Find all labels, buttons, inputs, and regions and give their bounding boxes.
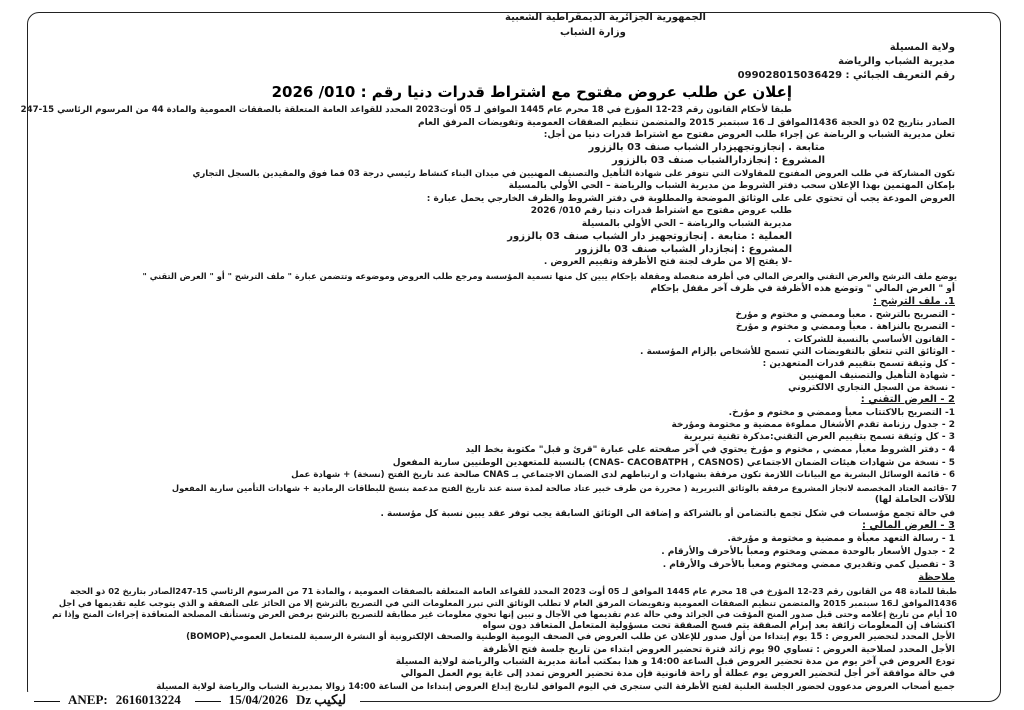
project: المشروع : إنجازدارالشباب صنف 03 بالززور [612, 155, 825, 166]
intro-line: الصادر بتاريخ 02 ذو الحجة 1436الموافق لـ 16 سبتمبر 2015 والمتضمن تنظيم الصفقات العمومية وتفويضات المرفق العام [418, 118, 955, 128]
candidacy-item: - التصريح بالنزاهة . معبأ وممضي و مختوم و مؤرخ [736, 322, 955, 332]
condition-line: بإمكان المهتمين بهذا الإعلان سحب دفتر الشروط من مديرية الشباب والرياضة – الحي الأولي بالمسيلة [508, 181, 955, 191]
note-line: في حالة موافقة آخر أجل لتحضير العروض يوم عطلة أو راحة قانونية فإن مدة تحضير العروض تمدد إلى غاية يوم العمل الموالي [400, 669, 955, 679]
placement-line: يوضع ملف الترشح والعرض التقني والعرض المالي في أظرفة منفصلة ومقفلة بإحكام يبين كل منها تسمية المؤسسة ومرجع طلب العروض وموضوعه وتتضمن عبارة " ملف الترشح " أو " العرض التقني " [142, 271, 957, 281]
candidacy-item: - شهادة التأهيل والتصنيف المهنيين [798, 371, 955, 381]
candidacy-item: - نسخة من السجل التجاري الالكتروني [788, 383, 955, 393]
divider [195, 701, 221, 702]
candidacy-item: - التصريح بالترشح . معبأ وممضي و مختوم و مؤرخ [735, 310, 955, 320]
directorate: مديرية الشباب والرياضة [838, 56, 955, 67]
operation: متابعة . إنجازوتجهيزدار الشباب صنف 03 بالززور [588, 142, 825, 153]
financial-item: 2 - جدول الأسعار بالوحدة ممضي ومختوم ومعبأ بالأحرف والأرقام . [661, 547, 955, 557]
note-line: تودع العروض في آخر يوم من مدة تحضير العروض قبل الساعة 14:00 و هذا بمكتب أمانة مديرية الشباب والرياضة لولاية المسيلة [395, 657, 955, 667]
publication-date: 15/04/2026 [228, 692, 288, 707]
technical-item: 2 - جدول رزنامة تقدم الأشغال مملوءة ممضية و مختومة ومؤرخة [671, 420, 955, 430]
page-title: إعلان عن طلب عروض مفتوح مع اشتراط قدرات دنيا رقم : 010/ 2026 [271, 83, 792, 101]
intro-line: طبقا لأحكام القانون رقم 23-12 المؤرخ في 18 محرم عام 1445 الموافق لـ 05 أوت2023 المحدد للقواعد العامة المتعلقة بالصفقات العمومية والمادة 44 من المرسوم الرئاسي 15-247 [20, 105, 792, 115]
technical-item: للآلات الحاملة لها) [874, 495, 955, 505]
condition-line: العروض المودعة يجب أن تحتوي على على الوثائق الموضحة والمطلوبة في دفتر الشروط والظرف الخارجي يحمل عبارة : [426, 194, 955, 204]
note-line: الأجل المحدد لتحضير العروض : 15 يوم إبتداءا من أول صدور للإعلان عن طلب العروض في الصحف اليومية الوطنية والصحف الإلكترونية أو النشرة الرسمية للمتعامل العمومي(BOMOP) [186, 632, 955, 642]
wilaya: ولاية المسيلة [889, 42, 955, 53]
candidacy-item: - القانون الأساسي بالنسبة للشركات . [787, 335, 955, 345]
envelope-line: العملية : متابعة . إنجازوتجهيز دار الشباب صنف 03 بالززور [507, 231, 792, 242]
note-line: طبقا للمادة 48 من القانون رقم 23-12 المؤرخ في 18 محرم عام 1445 الموافق لـ 05 أوت 2023 المحدد للقواعد العامة المتعلقة بالصفقات العمومية ، والمادة 71 من المرسوم الرئاسي 15-247الصادر بتاريخ 02 ذو الحجة [70, 586, 957, 596]
intro-line: تعلن مديرية الشباب و الرياضة عن إجراء طلب العروض مفتوح مع اشتراط قدرات دنيا من أجل: [543, 130, 955, 140]
notes-heading: ملاحظة [918, 572, 955, 583]
envelope-line: طلب عروض مفتوح مع اشتراط قدرات دنيا رقم 010/ 2026 [530, 206, 792, 216]
note-line: الأجل المحدد لصلاحية العروض : تساوي 90 يوم زائد فترة تحضير العروض ابتداء من تاريخ جلسة فتح الأظرفة [482, 645, 955, 655]
technical-item: 6 - قائمة الوسائل البشرية مع البيانات اللازمة تكون مرفقة بشهادات و ارتباطهم لدى الضمان الاجتماعي بـ CNAS صالحة عند تاريخ الفتح (نسخة) + شهادة عمل [291, 470, 955, 480]
divider [34, 701, 60, 702]
technical-item: في حالة تجمع مؤسسات في شكل تجمع بالتضامن أو بالشراكة و إضافة الى الوثائق السابقة يجب توفر عقد يبين نسبة كل مؤسسة . [380, 509, 955, 519]
condition-line: تكون المشاركة في طلب العروض المفتوح للمقاولات التي تتوفر على شهادة التأهيل والتصنيف المهنيين في ميدان البناء كنشاط رئيسي درجة 03 فما فوق والمقيدين بالسجل التجاري [192, 169, 955, 179]
candidacy-item: - كل وثيقة تسمح بتقييم قدرات المتعهدين : [762, 359, 955, 369]
envelope-line: مديرية الشباب والرياضة – الحي الأولي بالمسيلة [581, 219, 792, 229]
note-line: جميع أصحاب العروض مدعوون لحضور الجلسة العلنية لفتح الأظرفة التي ستجرى في اليوم الموافق لتاريخ إيداع العروض إبتداءا من الساعة 14:00 زوالا بمديرية الشباب والرياضة لولاية المسيلة [156, 682, 955, 692]
placement-line: أو " العرض المالي " وتوضع هذه الأظرفة في ظرف آخر مقفل بإحكام [650, 284, 955, 294]
financial-item: 1 - رسالة التعهد معبأة و ممضية و مختومة و مؤرخة. [727, 534, 955, 544]
technical-heading: 2 - العرض التقني : [860, 394, 955, 405]
anep-label: ANEP: [68, 692, 108, 707]
technical-item: 5 - نسخة من شهادات هيئات الضمان الاجتماعي (CNAS- CACOBATPH , CASNOS) بالنسبة للمتعهدين الوطنيين سارية المفعول [392, 458, 955, 468]
anep-footer [22, 692, 360, 708]
tax-id: رقم التعريف الجبائي : 099028015036429 [737, 70, 955, 81]
technical-item: 7 -قائمة العتاد المخصصة لانجاز المشروع مرفقة بالوثائق التبريرية ( محررة من طرف خبير عتاد صالحة لمدة سنة عند تاريخ الفتح مدعمة بنسخ للبطاقات الرمادية + شهادات التأمين سارية المفعول [171, 483, 957, 493]
envelope-line: -لا يفتح إلا من طرف لجنة فتح الأظرفة وتقييم العروض . [543, 257, 792, 267]
anep-number: 2616013224 [115, 692, 181, 707]
note-line: اكتشاف إن المعلومات زائفة بعد إبرام الصفقة يتم فسخ الصفقة تحت مسؤولية المتعامل المتعاقد دون سواه [482, 621, 955, 631]
note-line: 1436الموافق لـ16 سبتمبر 2015 والمتضمن تنظيم الصفقات العمومية وتفويضات المرفق العام لا تطلب الوثائق التي تبرر المعلومات التي في التصريح بالترشح إلا من الحائز على الصفقة و الذي يتوجب عليه تقديمها في اجل [58, 598, 957, 608]
candidacy-heading: 1. ملف الترشح : [873, 296, 955, 307]
financial-heading: 3 - العرض المالي : [861, 520, 955, 531]
technical-item: 4 - دفتر الشروط معبأ, ممضي , مختوم و مؤرخ يحتوي في آخر صفحته على عبارة "قرئ و قبل" مكتوبة بخط اليد [465, 445, 955, 455]
technical-item: 3 - كل وثيقة تسمح بتقييم العرض التقني:مذكرة تقنية تبريرية [683, 432, 955, 442]
publisher: Dz ليكيب [295, 692, 347, 707]
republic-header: الجمهورية الجزائرية الديمقراطية الشعبية [505, 12, 706, 23]
candidacy-item: - الوثائق التي تتعلق بالتفويضات التي تسمح للأشخاص بإلزام المؤسسة . [640, 347, 955, 357]
note-line: 10 أيام من تاريخ إعلامه وحتى قبل صدور المنح المؤقت في الجرائد وفي حالة عدم تقديمها في الآجال و تبين إنها تحوي معلومات غير مطابقة للتصريح بالترشح برفض العرض وتستأنف المصلحة المتعاقدة إجراءات المنح وإذا تم [52, 609, 957, 619]
envelope-line: المشروع : إنجازدار الشباب صنف 03 بالززور [575, 244, 792, 255]
financial-item: 3 - تفصيل كمي وتقديري ممضي ومختوم ومعبأ بالأحرف والأرقام . [662, 560, 955, 570]
ministry-header: وزارة الشباب [560, 27, 626, 38]
technical-item: 1- التصريح بالاكتتاب معبأ وممضي و مختوم و مؤرخ. [728, 408, 955, 418]
